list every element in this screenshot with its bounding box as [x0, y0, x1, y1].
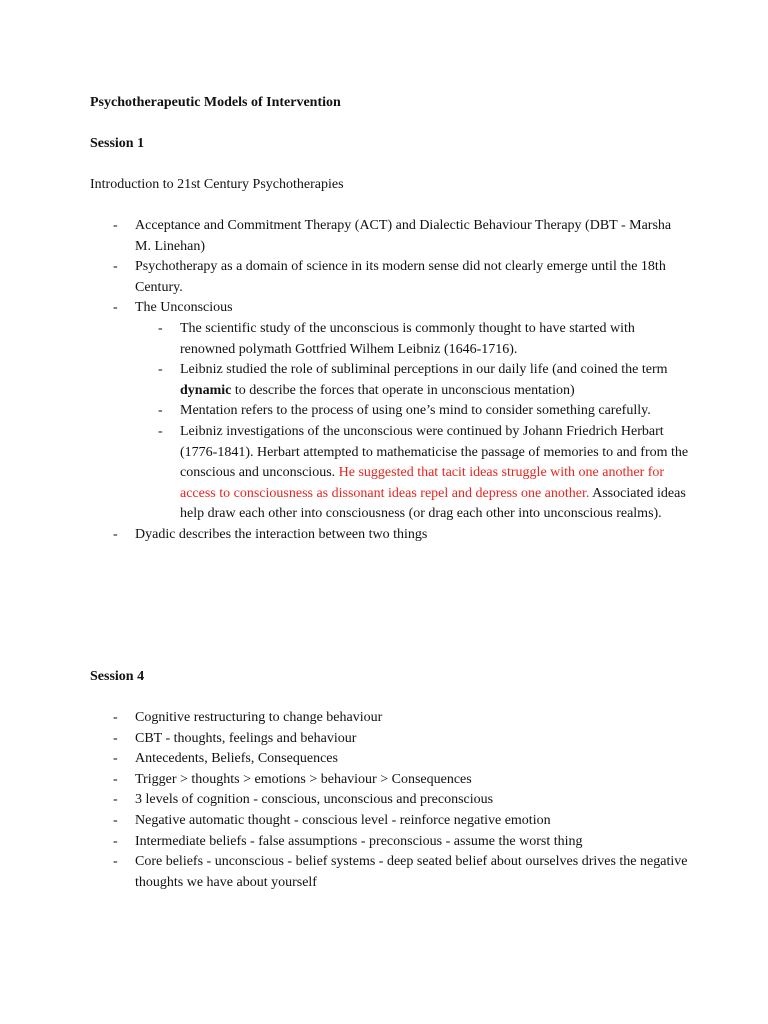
- bullet-dash: -: [113, 771, 118, 787]
- document-title: Psychotherapeutic Models of Intervention: [90, 95, 341, 110]
- list-item-text: Trigger > thoughts > emotions > behaviour > Consequences: [135, 771, 472, 787]
- bullet-dash: -: [113, 854, 118, 870]
- bullet-dash: -: [113, 259, 118, 275]
- sublist-item: [135, 422, 690, 525]
- list-item: [90, 749, 690, 770]
- list-item: [90, 708, 690, 729]
- list-item-text: Cognitive restructuring to change behaviour: [135, 710, 383, 725]
- bullet-dash: -: [158, 320, 163, 336]
- bullet-dash: -: [113, 710, 118, 725]
- list-item-text: Acceptance and Commitment Therapy (ACT) and Dialectic Behaviour Therapy (DBT - Marsha M. Linehan): [135, 218, 672, 254]
- bullet-dash: -: [158, 423, 163, 439]
- list-item-text: The Unconscious: [135, 300, 233, 316]
- bullet-dash: -: [113, 300, 118, 316]
- list-item: [90, 525, 690, 546]
- sublist-item-text: to describe the forces that operate in unconscious mentation): [231, 382, 575, 398]
- bullet-dash: -: [113, 812, 118, 828]
- list-item-text: Intermediate beliefs - false assumptions - preconscious - assume the worst thing: [135, 833, 583, 849]
- session-4-list: [90, 708, 690, 893]
- sublist-item-text: Associated ideas help draw each other into consciousness (or drag each other into unconscious realms).: [180, 485, 686, 522]
- list-item-text: Dyadic describes the interaction between two things: [135, 526, 428, 542]
- list-item: [90, 298, 690, 525]
- sublist-item: [135, 360, 690, 401]
- session-1-list: [90, 216, 690, 546]
- list-item: [90, 811, 690, 832]
- session-1-intro: Introduction to 21st Century Psychotherapies: [90, 177, 344, 192]
- highlighted-text: He suggested that tacit ideas struggle with one another for access to consciousness as dissonant ideas repel and depress one another.: [180, 465, 665, 501]
- session-1-heading: Session 1: [90, 136, 145, 151]
- sublist-item: [135, 401, 690, 422]
- sublist-item-text: The scientific study of the unconscious is commonly thought to have started with renowned polymath Gottfried Wilhem Leibniz (1646-1716).: [180, 320, 635, 357]
- list-item: [90, 216, 690, 257]
- sublist-item-text: Mentation refers to the process of using one’s mind to consider something carefully.: [180, 403, 651, 419]
- list-item: [90, 770, 690, 791]
- bullet-dash: -: [158, 362, 163, 378]
- unconscious-sublist: [135, 319, 690, 525]
- bullet-dash: -: [113, 730, 118, 746]
- bullet-dash: -: [158, 403, 163, 419]
- sublist-item: [135, 319, 690, 360]
- list-item: [90, 257, 690, 298]
- bullet-dash: -: [113, 792, 118, 808]
- bullet-dash: -: [113, 833, 118, 849]
- bullet-dash: -: [113, 218, 118, 233]
- session-4-heading: Session 4: [90, 669, 145, 684]
- sublist-item-text: Leibniz studied the role of subliminal perceptions in our daily life (and coined the term: [180, 362, 668, 378]
- bold-term: dynamic: [180, 382, 232, 398]
- list-item-text: Negative automatic thought - conscious level - reinforce negative emotion: [135, 812, 551, 828]
- list-item-text: CBT - thoughts, feelings and behaviour: [135, 730, 357, 746]
- sublist-item-text: Leibniz investigations of the unconscious were continued by Johann Friedrich Herbart (1776-1841). Herbart attempted to mathematicise the passage of memories to and from the conscious and unconscious.: [180, 423, 689, 481]
- list-item: [90, 790, 690, 811]
- list-item: [90, 852, 690, 893]
- bullet-dash: -: [113, 751, 118, 767]
- list-item-text: Antecedents, Beliefs, Consequences: [135, 751, 338, 767]
- list-item-text: Core beliefs - unconscious - belief systems - deep seated belief about ourselves drives the negative thoughts we have about yourself: [135, 854, 688, 890]
- list-item: [90, 729, 690, 750]
- list-item-text: Psychotherapy as a domain of science in its modern sense did not clearly emerge until the 18th Century.: [135, 259, 666, 295]
- bullet-dash: -: [113, 526, 118, 542]
- list-item-text: 3 levels of cognition - conscious, unconscious and preconscious: [135, 792, 494, 808]
- list-item: [90, 832, 690, 853]
